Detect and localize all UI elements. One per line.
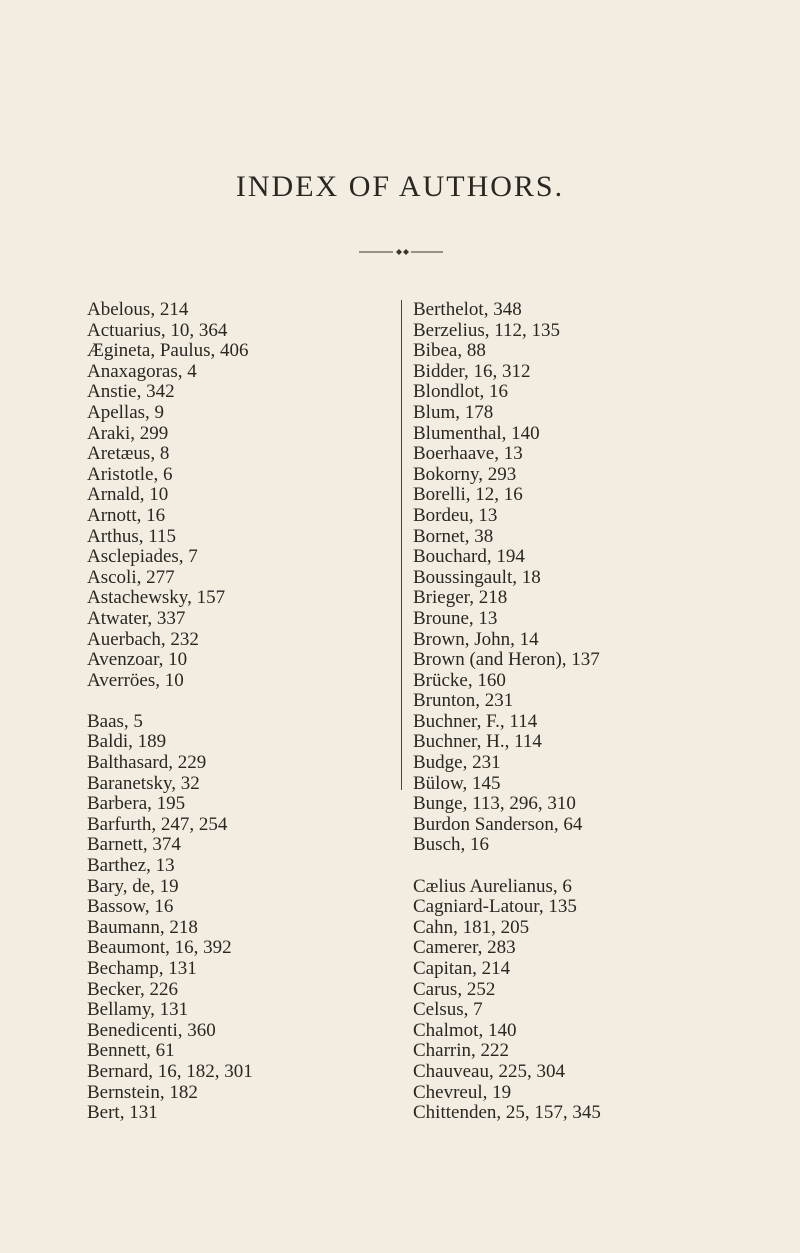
- index-entry: Araki, 299: [87, 422, 169, 444]
- index-entry: Arnald, 10: [87, 484, 169, 506]
- index-entry: Bert, 131: [87, 1102, 158, 1124]
- index-entry: Bellamy, 131: [87, 999, 189, 1021]
- index-entry: Buchner, H., 114: [413, 731, 542, 753]
- index-entry: Cælius Aurelianus, 6: [413, 875, 572, 897]
- index-entry: Ascoli, 277: [87, 566, 175, 588]
- index-entry: Bidder, 16, 312: [413, 360, 531, 382]
- page-title: INDEX OF AUTHORS.: [235, 170, 565, 203]
- index-entry: Chittenden, 25, 157, 345: [413, 1102, 601, 1124]
- index-entry: Bibea, 88: [413, 340, 486, 362]
- index-entry: Baumann, 218: [87, 916, 198, 938]
- index-entry: Celsus, 7: [413, 999, 483, 1021]
- index-entry: Bernstein, 182: [87, 1081, 198, 1103]
- index-entry: Bechamp, 131: [87, 958, 197, 979]
- index-entry: Buchner, F., 114: [413, 710, 538, 732]
- index-entry: Arthus, 115: [87, 525, 177, 547]
- index-column-right: [413, 300, 601, 1124]
- index-entry: Burdon Sanderson, 64: [413, 813, 583, 835]
- index-entry: Berzelius, 112, 135: [413, 319, 561, 341]
- index-entry: Anaxagoras, 4: [87, 360, 197, 382]
- index-entry: Blumenthal, 140: [413, 422, 540, 444]
- index-entry: Chalmot, 140: [413, 1019, 517, 1041]
- index-entry: Atwater, 337: [87, 607, 186, 629]
- letter-group-gap: [413, 856, 601, 877]
- index-entry: Bernard, 16, 182, 301: [87, 1060, 253, 1082]
- index-entry: Brown, John, 14: [413, 628, 539, 650]
- index-entry: Aretæus, 8: [87, 443, 170, 465]
- index-entry: Barthez, 13: [87, 855, 175, 877]
- index-entry: Bary, de, 19: [87, 875, 179, 897]
- index-entry: Avenzoar, 10: [87, 649, 188, 671]
- index-entry: Aristotle, 6: [87, 463, 173, 485]
- index-entry: Ægineta, Paulus, 406: [87, 340, 249, 362]
- index-entry: Cagniard-Latour, 135: [413, 896, 577, 918]
- index-entry: Blum, 178: [413, 401, 494, 423]
- index-entry: Bouchard, 194: [413, 546, 525, 568]
- index-entry: Brücke, 160: [413, 669, 506, 691]
- index-entry: Becker, 226: [87, 978, 179, 1000]
- index-entry: Cahn, 181, 205: [413, 916, 530, 938]
- index-entry: Barfurth, 247, 254: [87, 813, 228, 835]
- index-entry: Carus, 252: [413, 978, 496, 1000]
- index-entry: Boussingault, 18: [413, 566, 541, 588]
- index-entry: Chauveau, 225, 304: [413, 1060, 565, 1082]
- index-entry: Blondlot, 16: [413, 381, 509, 403]
- index-entry: Beaumont, 16, 392: [87, 937, 232, 959]
- index-entry: Brieger, 218: [413, 587, 508, 609]
- index-entry: Arnott, 16: [87, 504, 166, 526]
- index-entry: Barbera, 195: [87, 793, 186, 815]
- index-entry: Balthasard, 229: [87, 752, 207, 774]
- index-entry: Baldi, 189: [87, 731, 167, 753]
- index-entry: Benedicenti, 360: [87, 1019, 216, 1041]
- index-entry: Auerbach, 232: [87, 628, 199, 650]
- index-entry: Bordeu, 13: [413, 504, 498, 526]
- index-entry: Bokorny, 293: [413, 463, 517, 485]
- index-entry: Chevreul, 19: [413, 1081, 512, 1103]
- column-divider: [401, 300, 402, 790]
- index-entry: Anstie, 342: [87, 381, 175, 403]
- index-entry: Boerhaave, 13: [413, 443, 523, 465]
- index-column-left: [87, 300, 253, 1124]
- index-entry: Broune, 13: [413, 607, 498, 629]
- index-entry: Baas, 5: [87, 710, 143, 732]
- index-entry: Charrin, 222: [413, 1040, 510, 1062]
- index-entry: Bornet, 38: [413, 525, 494, 547]
- index-entry: Actuarius, 10, 364: [87, 319, 228, 341]
- index-entry: Barnett, 374: [87, 834, 181, 856]
- index-entry: Astachewsky, 157: [87, 587, 226, 609]
- index-entry: Abelous, 214: [87, 299, 189, 320]
- index-entry: Budge, 231: [413, 752, 501, 774]
- index-entry: Asclepiades, 7: [87, 546, 198, 568]
- index-entry: Averröes, 10: [87, 669, 184, 691]
- index-entry: Bülow, 145: [413, 772, 501, 794]
- index-entry: Bunge, 113, 296, 310: [413, 793, 576, 815]
- index-entry: Bennett, 61: [87, 1040, 175, 1062]
- index-entry: Apellas, 9: [87, 401, 165, 423]
- index-entry: Capitan, 214: [413, 958, 511, 979]
- index-entry: Brown (and Heron), 137: [413, 649, 600, 671]
- index-entry: Berthelot, 348: [413, 299, 522, 320]
- index-entry: Borelli, 12, 16: [413, 484, 523, 506]
- title-ornament: [0, 244, 800, 254]
- index-entry: Brunton, 231: [413, 690, 514, 712]
- index-entry: Bassow, 16: [87, 896, 174, 918]
- letter-group-gap: [87, 691, 253, 712]
- index-entry: Busch, 16: [413, 834, 489, 856]
- index-entry: Baranetsky, 32: [87, 772, 200, 794]
- index-entry: Camerer, 283: [413, 937, 516, 959]
